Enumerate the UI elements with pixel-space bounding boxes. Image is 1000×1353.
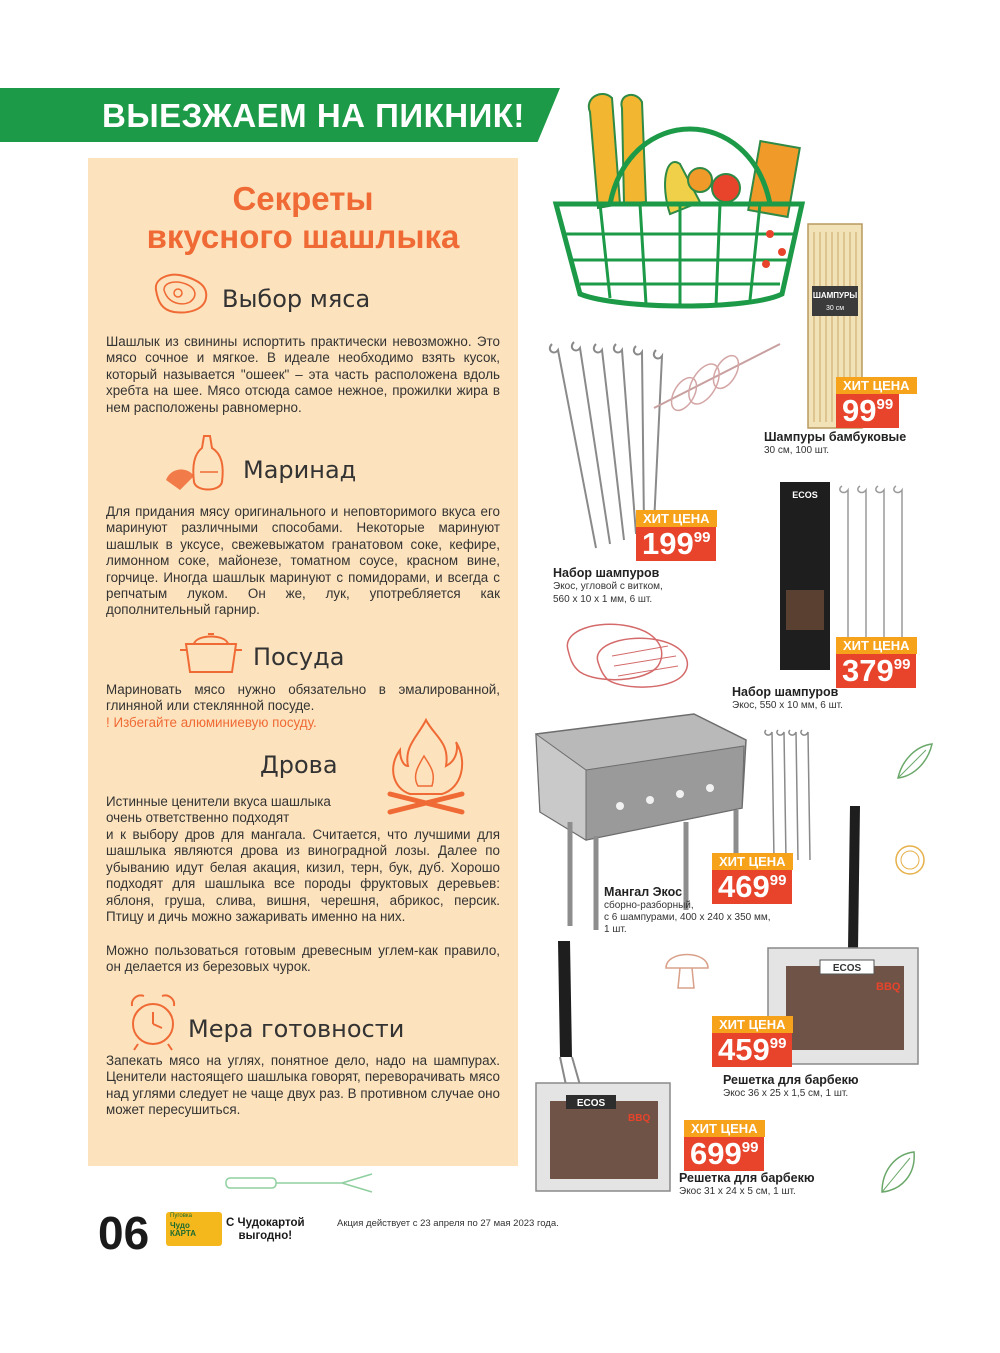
product-desc-skewer-set-1-1: Экос, угловой с витком, <box>553 581 663 592</box>
campfire-icon <box>384 716 468 816</box>
section-text-doneness: Запекать мясо на углях, понятное дело, надо на шампурах. Ценители настоящего шашлыка говорят, переворачивать мясо над углями следует не чаще двух раз. В противном случае оно может пересушиться. <box>106 1053 500 1118</box>
section-heading-meat: Выбор мяса <box>222 285 371 313</box>
sauce-bottle-lemon-icon <box>160 432 238 498</box>
product-desc-skewer-set-2-1: Экос, 550 х 10 мм, 6 шт. <box>732 700 843 711</box>
box-brand: ECOS <box>792 490 818 500</box>
footer-slogan-line1: С Чудокартой <box>226 1217 305 1229</box>
price-main: 199 <box>642 526 694 561</box>
price-cents: 99 <box>741 1139 759 1156</box>
product-name-skewer-set-1: Набор шампуров <box>553 566 660 580</box>
price <box>684 1137 764 1171</box>
product-desc-grate-2-1: Экос 31 х 24 х 5 см, 1 шт. <box>679 1186 796 1197</box>
section-heading-firewood: Дрова <box>260 751 338 779</box>
section-heading-cookware: Посуда <box>253 643 345 671</box>
product-desc-skewer-set-1-2: 560 х 10 х 1 мм, 6 шт. <box>553 594 653 605</box>
page-number: 06 <box>98 1207 150 1259</box>
steak-icon <box>148 268 214 318</box>
mushroom-sketch-icon <box>662 944 712 994</box>
footer-slogan-line2: выгодно! <box>238 1230 293 1242</box>
grate-bbq-label: BBQ <box>876 981 901 993</box>
pack-label-line1: ШАМПУРЫ <box>812 291 858 300</box>
article-title-line1: Секреты <box>232 180 374 217</box>
card-brand: Пуговка <box>170 1213 192 1219</box>
alarm-clock-icon <box>124 990 182 1052</box>
section-heading-marinade: Маринад <box>243 456 357 484</box>
grate-brand: ECOS <box>832 963 862 974</box>
badge-label: ХИТ ЦЕНА <box>836 637 917 654</box>
product-desc-grate-1-1: Экос 36 х 25 х 1,5 см, 1 шт. <box>723 1088 849 1099</box>
card-name <box>170 1222 196 1238</box>
steak-sketch-illustration <box>558 610 698 700</box>
section-text-firewood-c: Можно пользоваться готовым древесным углем-как правило, он делается из березовых чурок. <box>106 943 500 975</box>
product-name-mangal: Мангал Экос <box>604 885 683 899</box>
bbq-grate-small-image <box>530 935 680 1197</box>
price-cents: 99 <box>769 1035 787 1052</box>
product-desc-mangal-3: 1 шт. <box>604 924 627 935</box>
fork-sketch-icon <box>222 1170 382 1200</box>
page-title: ВЫЕЗЖАЕМ НА ПИКНИК! <box>102 97 525 134</box>
card-name-line2: КАРТА <box>170 1229 197 1238</box>
badge-label: ХИТ ЦЕНА <box>712 853 793 870</box>
badge-label: ХИТ ЦЕНА <box>684 1120 765 1137</box>
section-text-meat: Шашлык из свинины испортить практически невозможно. Это мясо сочное и мягкое. В идеале необходимо взять кусок, который называется "ошеек" – эта часть расположена вдоль хребта на шее. Мясо отсюда самое нежное, прожилки жира в нем расположены равномерно. <box>106 334 500 415</box>
pack-label-line2: 30 см <box>825 305 845 312</box>
cooking-pot-icon <box>180 628 242 678</box>
footer-slogan <box>226 1217 305 1243</box>
section-text-firewood-a: Истинные ценители вкуса шашлыка очень ответственно подходят <box>106 794 331 826</box>
product-name-skewer-set-2: Набор шампуров <box>732 685 839 699</box>
herb-leaf-sketch-icon <box>892 740 936 784</box>
product-desc-mangal-1: сборно-разборный, <box>604 900 694 911</box>
badge-label: ХИТ ЦЕНА <box>836 377 917 394</box>
promo-period: Акция действует с 23 апреля по 27 мая 2023 года. <box>337 1218 559 1229</box>
grate-small-brand: ECOS <box>576 1098 606 1109</box>
price-cents: 99 <box>693 529 711 546</box>
price-main: 459 <box>718 1032 770 1067</box>
section-heading-doneness: Мера готовности <box>188 1015 405 1043</box>
price-main: 699 <box>690 1136 742 1171</box>
price <box>636 527 716 561</box>
product-desc-bamboo-1: 30 см, 100 шт. <box>764 445 830 456</box>
section-text-firewood-b: и к выбору дров для мангала. Считается, что лучшими для шашлыка являются дрова из виноградной лозы. Далее по убыванию идут белая акация, кизил, терн, бук, дуб. Хорошо подходят для шашлыка все породы фруктовых деревьев: яблоня, груша, слива, вишня, черешня, абрикос, персик. Птицу и дичь можно зажаривать именно на них. <box>106 827 500 925</box>
price-main: 469 <box>718 869 770 904</box>
product-name-bamboo: Шампуры бамбуковые <box>764 430 907 444</box>
section-text-cookware: Мариновать мясо нужно обязательно в эмалированной, глиняной или стеклянной посуде. <box>106 682 500 714</box>
price-cents: 99 <box>769 872 787 889</box>
picnic-basket-illustration <box>550 84 812 332</box>
price-cents: 99 <box>893 656 911 673</box>
price <box>712 1033 792 1067</box>
price <box>836 654 916 688</box>
price-main: 379 <box>842 653 894 688</box>
card-name-line1: Чудо <box>170 1221 190 1230</box>
price <box>836 394 899 428</box>
product-name-grate-1: Решетка для барбекю <box>723 1073 859 1087</box>
price-cents: 99 <box>876 396 894 413</box>
product-name-grate-2: Решетка для барбекю <box>679 1171 815 1185</box>
section-text-marinade: Для придания мясу оригинального и неповторимого вкуса его маринуют различными способами. Некоторые маринуют шашлык в уксусе, свежевыжатом гранатовом соке, кефире, лимонном соке, майонезе, томатном соусе, красном вине, горчице. Иногда шашлык маринуют с помидорами, и всегда с репчатым луком. Он же, лук, употребляется как дополнительный гарнир. <box>106 504 500 618</box>
badge-label: ХИТ ЦЕНА <box>636 510 717 527</box>
article-title-line2: вкусного шашлыка <box>146 218 460 255</box>
leaf-sketch-icon <box>876 1148 920 1198</box>
article-title <box>88 180 518 256</box>
cookware-warning: ! Избегайте алюминиевую посуду. <box>106 715 317 730</box>
lemon-slice-sketch-icon <box>892 842 928 878</box>
badge-label: ХИТ ЦЕНА <box>712 1016 793 1033</box>
price-main: 99 <box>842 393 877 428</box>
product-desc-mangal-2: с 6 шампурами, 400 х 240 х 350 мм, <box>604 912 771 923</box>
grate-small-bbq-label: BBQ <box>628 1113 651 1124</box>
